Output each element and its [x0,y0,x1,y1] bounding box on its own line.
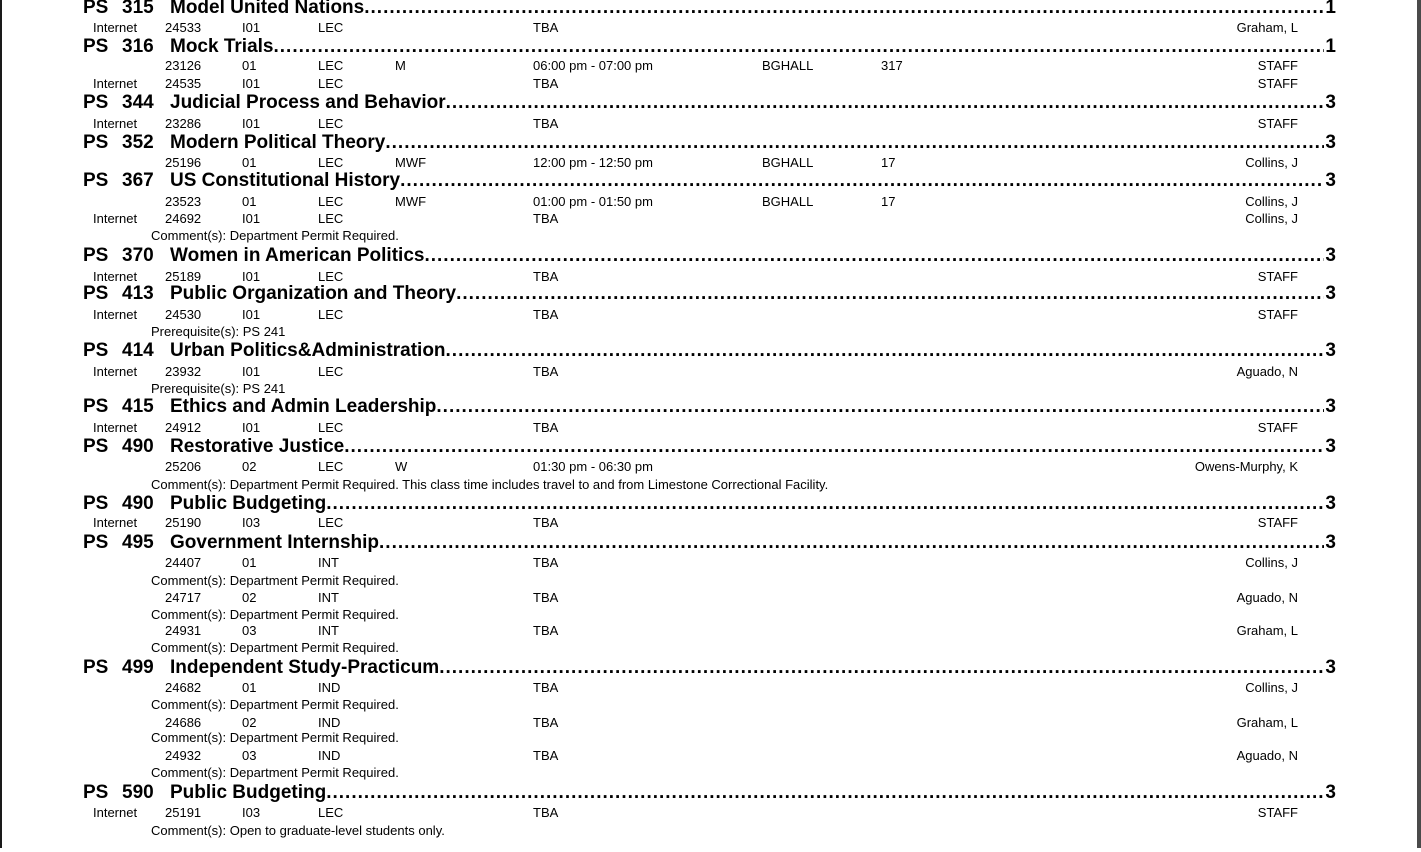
course-title: Government Internship [170,532,380,553]
section-time: 01:00 pm - 01:50 pm [533,194,653,209]
section-instructor: STAFF [1257,805,1298,820]
course-credits: 3 [1325,92,1336,113]
section-prerequisite: Prerequisite(s): PS 241 [151,324,286,339]
section-crn: 25189 [165,269,202,284]
course-credits: 3 [1325,657,1336,678]
section-row [0,211,1421,227]
section-crn: 25196 [165,155,202,170]
section-crn: 25191 [165,805,202,820]
section-type: IND [318,680,341,695]
course-subject: PS [83,396,109,417]
section-row [0,680,1421,696]
course-heading [83,92,1336,114]
section-crn: 24692 [165,211,202,226]
section-time: 06:00 pm - 07:00 pm [533,58,653,73]
course-heading [83,245,1336,267]
course-heading [83,782,1336,804]
section-row [0,364,1421,380]
cut-off-heading-fragment [628,836,688,852]
section-mode: Internet [93,20,138,35]
section-instructor: Graham, L [1236,20,1298,35]
section-row [0,116,1421,132]
section-comment: Comment(s): Open to graduate-level students only. [151,823,445,838]
section-room: 317 [881,58,903,73]
section-crn: 23523 [165,194,202,209]
section-instructor: Graham, L [1236,623,1298,638]
section-mode: Internet [93,805,138,820]
section-prerequisite: Prerequisite(s): PS 241 [151,381,286,396]
section-number: I01 [242,269,261,284]
section-number: I01 [242,364,261,379]
course-heading [83,170,1336,192]
section-instructor: STAFF [1257,515,1298,530]
course-credits: 1 [1324,0,1336,19]
course-title-leader [170,657,1328,679]
course-heading [83,396,1336,418]
course-number: 344 [122,92,154,113]
section-mode: Internet [93,116,138,131]
course-title-leader [170,170,1328,192]
section-comment: Comment(s): Department Permit Required. [151,573,399,588]
course-subject: PS [83,436,109,457]
course-credits: 1 [1325,36,1336,57]
section-instructor: Aguado, N [1236,364,1298,379]
section-number: I03 [242,805,261,820]
section-days: M [395,58,406,73]
course-number: 370 [122,245,154,266]
section-time: TBA [533,307,559,322]
course-heading [83,657,1336,679]
course-heading [83,283,1336,305]
section-number: I01 [242,420,261,435]
section-crn: 24717 [165,590,202,605]
section-crn: 24407 [165,555,202,570]
course-heading [83,340,1336,362]
section-instructor: Collins, J [1245,680,1298,695]
section-building: BGHALL [762,155,814,170]
section-comment: Comment(s): Department Permit Required. [151,228,399,243]
section-time: TBA [533,805,559,820]
course-title-leader [170,782,1328,804]
section-days: W [395,459,408,474]
section-row [0,715,1421,731]
section-row [0,590,1421,606]
course-title-leader [170,396,1328,418]
section-crn: 24530 [165,307,202,322]
section-crn: 24912 [165,420,202,435]
section-number: 01 [242,555,257,570]
course-title-leader [170,532,1328,554]
section-crn: 24533 [165,20,202,35]
section-days: MWF [395,194,427,209]
section-instructor: Collins, J [1245,194,1298,209]
section-time: TBA [533,623,559,638]
course-title-leader [170,0,1328,19]
section-mode: Internet [93,364,138,379]
course-subject: PS [83,493,109,514]
section-time: TBA [533,269,559,284]
section-time: 01:30 pm - 06:30 pm [533,459,653,474]
course-subject: PS [83,657,109,678]
section-row [0,420,1421,436]
section-building: BGHALL [762,58,814,73]
section-number: 02 [242,459,257,474]
section-instructor: STAFF [1257,269,1298,284]
course-number: 590 [122,782,154,803]
section-type: LEC [318,116,344,131]
section-type: LEC [318,307,344,322]
course-credits: 3 [1325,245,1336,266]
course-title: Women in American Politics [170,245,425,266]
section-row [0,623,1421,639]
section-type: INT [318,590,339,605]
section-instructor: Collins, J [1245,555,1298,570]
section-type: LEC [318,58,344,73]
course-credits: 3 [1325,132,1336,153]
course-title: Independent Study-Practicum [170,657,440,678]
course-title: Restorative Justice [170,436,345,457]
course-title-leader [170,283,1328,305]
course-title: Modern Political Theory [170,132,386,153]
course-subject: PS [83,340,109,361]
section-time: TBA [533,364,559,379]
section-instructor: Graham, L [1236,715,1298,730]
section-comment: Comment(s): Department Permit Required. [151,640,399,655]
section-number: I01 [242,116,261,131]
section-row [0,20,1421,36]
section-type: INT [318,623,339,638]
section-instructor: Collins, J [1245,155,1298,170]
section-row [0,748,1421,764]
course-title-leader [170,92,1328,114]
section-instructor: Aguado, N [1236,590,1298,605]
section-crn: 25206 [165,459,202,474]
section-comment: Comment(s): Department Permit Required. [151,697,399,712]
course-title-leader [170,340,1328,362]
section-crn: 24535 [165,76,202,91]
section-days: MWF [395,155,427,170]
section-number: I01 [242,76,261,91]
section-row [0,805,1421,821]
section-row [0,194,1421,210]
course-subject: PS [83,170,109,191]
course-subject: PS [83,0,109,18]
section-type: LEC [318,20,344,35]
section-crn: 25190 [165,515,202,530]
course-subject: PS [83,245,109,266]
course-title: Public Organization and Theory [170,283,457,304]
course-title-leader [170,493,1328,515]
section-crn: 24686 [165,715,202,730]
section-room: 17 [881,194,896,209]
course-subject: PS [83,532,109,553]
section-time: TBA [533,590,559,605]
course-heading [83,532,1336,554]
section-number: I01 [242,211,261,226]
course-title: Ethics and Admin Leadership [170,396,437,417]
course-title-leader [170,436,1328,458]
course-credits: 3 [1325,170,1336,191]
course-number: 415 [122,396,154,417]
course-number: 413 [122,283,154,304]
section-mode: Internet [93,515,138,530]
course-credits: 3 [1325,493,1336,514]
course-number: 490 [122,493,154,514]
section-time: TBA [533,420,559,435]
section-crn: 23286 [165,116,202,131]
section-number: 01 [242,155,257,170]
section-number: 03 [242,748,257,763]
course-subject: PS [83,36,109,57]
section-time: TBA [533,20,559,35]
section-row [0,307,1421,323]
section-time: 12:00 pm - 12:50 pm [533,155,653,170]
section-type: LEC [318,155,344,170]
section-time: TBA [533,211,559,226]
section-comment: Comment(s): Department Permit Required. [151,765,399,780]
section-crn: 24932 [165,748,202,763]
course-title-leader [170,245,1328,267]
section-instructor: Owens-Murphy, K [1194,459,1298,474]
course-title: Public Budgeting [170,493,327,514]
section-number: I01 [242,20,261,35]
course-heading [83,132,1336,154]
section-type: LEC [318,364,344,379]
section-type: LEC [318,269,344,284]
section-row [0,459,1421,475]
section-type: LEC [318,211,344,226]
section-number: 01 [242,58,257,73]
section-time: TBA [533,515,559,530]
section-mode: Internet [93,76,138,91]
section-instructor: STAFF [1257,116,1298,131]
course-title: Model United Nations [170,0,365,18]
section-instructor: Collins, J [1245,211,1298,226]
section-type: IND [318,715,341,730]
section-type: LEC [318,459,344,474]
section-comment: Comment(s): Department Permit Required. This class time includes travel to and from Limestone Correctional Facility. [151,477,829,492]
section-number: 02 [242,715,257,730]
section-number: 01 [242,680,257,695]
section-building: BGHALL [762,194,814,209]
course-number: 495 [122,532,154,553]
section-number: 02 [242,590,257,605]
course-number: 367 [122,170,154,191]
course-title: US Constitutional History [170,170,401,191]
section-mode: Internet [93,307,138,322]
section-row [0,515,1421,531]
section-time: TBA [533,116,559,131]
section-row [0,76,1421,92]
course-number: 499 [122,657,154,678]
section-type: IND [318,748,341,763]
section-time: TBA [533,748,559,763]
section-row [0,555,1421,571]
section-instructor: STAFF [1257,76,1298,91]
section-comment: Comment(s): Department Permit Required. [151,730,399,745]
section-type: LEC [318,420,344,435]
section-number: 01 [242,194,257,209]
section-instructor: STAFF [1257,58,1298,73]
section-number: 03 [242,623,257,638]
course-title: Judicial Process and Behavior [170,92,446,113]
section-crn: 23932 [165,364,202,379]
course-number: 316 [122,36,154,57]
course-subject: PS [83,283,109,304]
course-subject: PS [83,782,109,803]
course-credits: 3 [1325,283,1336,304]
section-type: LEC [318,805,344,820]
course-title: Public Budgeting [170,782,327,803]
section-time: TBA [533,555,559,570]
section-time: TBA [533,715,559,730]
course-title-leader [170,36,1328,58]
section-row [0,58,1421,74]
course-heading [83,36,1336,58]
course-number: 315 [122,0,154,18]
course-number: 352 [122,132,154,153]
course-heading [83,493,1336,515]
course-number: 490 [122,436,154,457]
course-title: Mock Trials [170,36,274,57]
section-instructor: STAFF [1257,307,1298,322]
course-heading [83,0,1336,19]
course-subject: PS [83,132,109,153]
course-credits: 3 [1325,340,1336,361]
section-type: LEC [318,515,344,530]
section-crn: 24931 [165,623,202,638]
section-room: 17 [881,155,896,170]
course-title-leader [170,132,1328,154]
section-number: I01 [242,307,261,322]
course-credits: 3 [1325,436,1336,457]
section-type: LEC [318,76,344,91]
course-credits: 3 [1325,396,1336,417]
section-time: TBA [533,680,559,695]
section-instructor: STAFF [1257,420,1298,435]
section-mode: Internet [93,211,138,226]
course-number: 414 [122,340,154,361]
section-row [0,155,1421,171]
course-credits: 3 [1325,532,1336,553]
course-heading [83,436,1336,458]
course-credits: 3 [1325,782,1336,803]
section-crn: 23126 [165,58,202,73]
section-type: INT [318,555,339,570]
section-instructor: Aguado, N [1236,748,1298,763]
section-comment: Comment(s): Department Permit Required. [151,607,399,622]
section-mode: Internet [93,420,138,435]
section-crn: 24682 [165,680,202,695]
section-number: I03 [242,515,261,530]
course-title: Urban Politics&Administration [170,340,446,361]
section-type: LEC [318,194,344,209]
section-mode: Internet [93,269,138,284]
course-subject: PS [83,92,109,113]
section-time: TBA [533,76,559,91]
